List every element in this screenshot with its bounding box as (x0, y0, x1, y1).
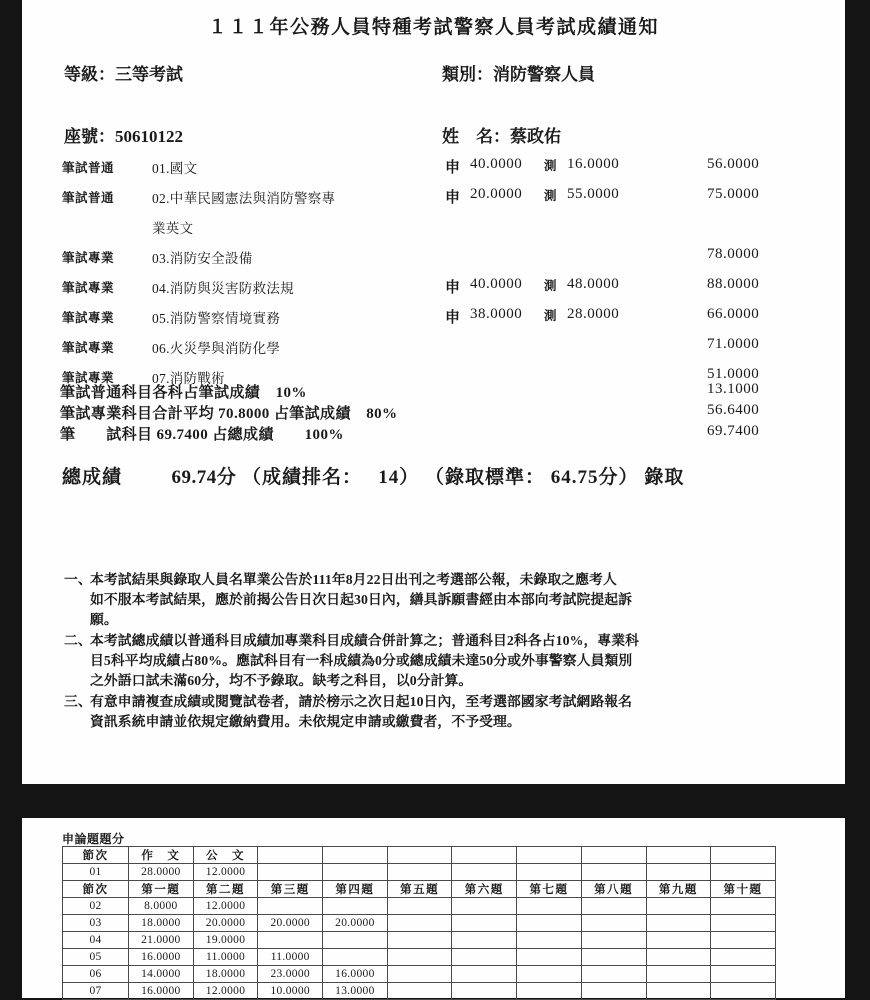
table-cell: 02 (63, 898, 129, 915)
note-item (64, 692, 809, 732)
table-cell (323, 949, 388, 966)
table-cell (387, 983, 452, 1000)
table-cell (517, 864, 582, 881)
table-header-cell (581, 847, 646, 864)
table-cell: 21.0000 (129, 932, 194, 949)
grand-total-score: 69.74分 (171, 467, 237, 488)
table-cell (517, 966, 582, 983)
table-cell: 19.0000 (193, 932, 258, 949)
category-field (442, 60, 595, 85)
table-cell: 03 (63, 915, 129, 932)
essay-mark: 申 (445, 160, 461, 176)
subject-category: 筆試專業 (62, 251, 115, 265)
notes-section (64, 570, 809, 733)
grade-field (64, 60, 183, 85)
table-cell (323, 864, 388, 881)
note-item (64, 570, 809, 630)
examinee-name-field (442, 122, 561, 147)
summary-label: 筆試普通科目各科占筆試成績 10% (60, 385, 307, 401)
note-item (64, 631, 809, 691)
table-cell: 18.0000 (193, 966, 258, 983)
table-cell: 06 (63, 966, 129, 983)
subject-total-score: 66.0000 (707, 306, 760, 322)
table-cell (646, 898, 711, 915)
table-cell: 20.0000 (258, 915, 323, 932)
table-header-cell (517, 847, 582, 864)
table-cell: 23.0000 (258, 966, 323, 983)
summary-value: 13.1000 (707, 381, 760, 397)
summary-row (22, 423, 845, 444)
summary-label: 筆 試科目 69.7400 占總成績 100% (60, 427, 344, 443)
summary-row (22, 381, 845, 402)
table-header-cell (452, 847, 517, 864)
table-header-row-2 (63, 881, 776, 898)
table-cell (581, 932, 646, 949)
table-cell: 01 (63, 864, 129, 881)
table-cell (387, 915, 452, 932)
table-cell (581, 983, 646, 1000)
essay-mark: 申 (445, 280, 461, 296)
table-cell (387, 898, 452, 915)
table-cell (258, 864, 323, 881)
table-row (63, 898, 776, 915)
note-number: 二、 (64, 633, 92, 648)
note-body (90, 692, 809, 732)
table-cell (258, 932, 323, 949)
table-cell (711, 983, 776, 1000)
subject-category: 筆試專業 (62, 371, 115, 385)
category-label: 類別： (442, 65, 493, 84)
table-cell (646, 966, 711, 983)
table-cell: 11.0000 (193, 949, 258, 966)
summary-label: 筆試專業科目合計平均 70.8000 占筆試成績 80% (60, 406, 398, 422)
question-table-body (63, 847, 776, 1000)
summary-value: 56.6400 (707, 402, 760, 418)
seat-label: 座號： (64, 127, 115, 146)
grand-total-threshold: （錄取標準： 64.75分） (425, 467, 639, 488)
table-cell (517, 932, 582, 949)
subject-row (22, 305, 845, 335)
page-1 (22, 0, 845, 784)
grand-total-line (62, 462, 684, 489)
essay-score: 40.0000 (470, 276, 523, 292)
table-row (63, 949, 776, 966)
table-cell (517, 949, 582, 966)
subject-category: 筆試專業 (62, 311, 115, 325)
subject-name: 02.中華民國憲法與消防警察專 (152, 191, 336, 206)
subject-category: 筆試普通 (62, 191, 115, 205)
table-cell (711, 966, 776, 983)
note-line: 目5科平均成績占80%。應試科目有一科成績為0分或總成績未達50分或外事警察人員類別 (90, 653, 633, 668)
table-cell: 11.0000 (258, 949, 323, 966)
subject-row (22, 185, 845, 215)
table-header-cell (646, 847, 711, 864)
table-cell: 8.0000 (129, 898, 194, 915)
table-cell (711, 864, 776, 881)
essay-score: 38.0000 (470, 306, 523, 322)
table-header-cell: 節次 (63, 847, 129, 864)
note-body (90, 631, 809, 691)
table-header-cell: 第七題 (517, 881, 582, 898)
table-cell: 05 (63, 949, 129, 966)
subject-row (22, 275, 845, 305)
table-cell: 13.0000 (323, 983, 388, 1000)
multiple-choice-mark: 測 (544, 279, 557, 293)
subject-row (22, 335, 845, 365)
grand-total-rank: （成績排名： 14） (242, 467, 420, 488)
table-cell: 10.0000 (258, 983, 323, 1000)
table-cell (452, 915, 517, 932)
table-header-cell (323, 847, 388, 864)
table-cell (711, 915, 776, 932)
table-cell (711, 949, 776, 966)
table-cell: 28.0000 (129, 864, 194, 881)
table-row (63, 966, 776, 983)
table-header-cell (711, 847, 776, 864)
subject-name: 07.消防戰術 (152, 371, 225, 386)
multiple-choice-score: 55.0000 (567, 186, 620, 202)
table-cell: 07 (63, 983, 129, 1000)
table-cell (581, 898, 646, 915)
subject-category: 筆試專業 (62, 281, 115, 295)
table-header-cell: 第九題 (646, 881, 711, 898)
table-cell: 16.0000 (129, 949, 194, 966)
table-cell (517, 983, 582, 1000)
subject-category: 筆試專業 (62, 341, 115, 355)
table-cell (646, 949, 711, 966)
subject-name: 04.消防與災害防救法規 (152, 281, 294, 296)
table-header-row-1 (63, 847, 776, 864)
table-header-cell (258, 847, 323, 864)
table-cell: 16.0000 (323, 966, 388, 983)
table-header-cell: 第十題 (711, 881, 776, 898)
note-line: 如不服本考試結果，應於前揭公告日次日起30日內，繕具訴願書經由本部向考試院提起訴 (90, 592, 633, 607)
category-value: 消防警察人員 (493, 65, 595, 84)
table-cell (646, 915, 711, 932)
subject-name: 01.國文 (152, 161, 198, 176)
question-score-table (62, 846, 776, 1000)
table-cell (387, 932, 452, 949)
summary-value: 69.7400 (707, 423, 760, 439)
table-cell (711, 932, 776, 949)
table-cell: 04 (63, 932, 129, 949)
subject-name: 06.火災學與消防化學 (152, 341, 281, 356)
subject-category: 筆試普通 (62, 161, 115, 175)
table-header-cell: 作 文 (129, 847, 194, 864)
table-header-cell: 節次 (63, 881, 129, 898)
table-cell (581, 949, 646, 966)
subject-name-continuation: 業英文 (152, 221, 194, 236)
table-cell (581, 864, 646, 881)
seat-value: 50610122 (115, 127, 183, 146)
table-cell (517, 915, 582, 932)
table-cell (581, 966, 646, 983)
note-line: 之外語口試未滿60分，均不予錄取。缺考之科目，以0分計算。 (90, 673, 473, 688)
table-header-cell: 第六題 (452, 881, 517, 898)
table-cell (452, 898, 517, 915)
table-cell (452, 864, 517, 881)
score-summary-list (22, 381, 845, 444)
seat-number-field (64, 122, 183, 147)
table-cell (646, 864, 711, 881)
table-header-cell (387, 847, 452, 864)
note-line: 本考試結果與錄取人員名單業公告於111年8月22日出刊之考選部公報，未錄取之應考人 (90, 572, 617, 587)
subject-name: 05.消防警察情境實務 (152, 311, 281, 326)
table-cell: 12.0000 (193, 983, 258, 1000)
note-number: 一、 (64, 572, 92, 587)
subject-row (22, 245, 845, 275)
table-cell (323, 898, 388, 915)
table-cell (258, 898, 323, 915)
table-cell (387, 949, 452, 966)
table-header-cell: 第八題 (581, 881, 646, 898)
multiple-choice-score: 48.0000 (567, 276, 620, 292)
subject-name-continuation-row (22, 215, 845, 245)
table-cell: 18.0000 (129, 915, 194, 932)
essay-mark: 申 (445, 190, 461, 206)
page-title: １１１年公務人員特種考試警察人員考試成績通知 (207, 17, 659, 38)
subject-total-score: 56.0000 (707, 156, 760, 172)
multiple-choice-mark: 測 (544, 189, 557, 203)
note-line: 資訊系統申請並依規定繳納費用。未依規定申請或繳費者，不予受理。 (90, 714, 521, 729)
table-cell: 14.0000 (129, 966, 194, 983)
table-row (63, 983, 776, 1000)
table-cell (517, 898, 582, 915)
table-cell (452, 932, 517, 949)
table-cell (387, 966, 452, 983)
name-label: 姓 名： (442, 127, 510, 146)
table-row (63, 864, 776, 881)
note-line: 有意申請複查成績或閱覽試卷者，請於榜示之次日起10日內，至考選部國家考試網路報名 (90, 694, 633, 709)
essay-score: 20.0000 (470, 186, 523, 202)
table-header-cell: 第五題 (387, 881, 452, 898)
multiple-choice-mark: 測 (544, 309, 557, 323)
subject-total-score: 78.0000 (707, 246, 760, 262)
multiple-choice-mark: 測 (544, 159, 557, 173)
question-table-caption: 申論題題分 (62, 832, 125, 846)
table-header-cell: 第一題 (129, 881, 194, 898)
note-line: 願。 (90, 612, 118, 627)
note-number: 三、 (64, 694, 92, 709)
table-cell: 16.0000 (129, 983, 194, 1000)
subject-total-score: 71.0000 (707, 336, 760, 352)
subject-row (22, 155, 845, 185)
subject-total-score: 51.0000 (707, 366, 760, 382)
table-cell: 20.0000 (323, 915, 388, 932)
subject-name: 03.消防安全設備 (152, 251, 253, 266)
essay-mark: 申 (445, 310, 461, 326)
subject-score-list (22, 155, 845, 395)
table-cell (387, 864, 452, 881)
grade-label: 等級： (64, 65, 115, 84)
note-line: 本考試總成績以普通科目成績加專業科目成績合併計算之；普通科目2科各占10%，專業科 (90, 633, 640, 648)
table-header-cell: 第三題 (258, 881, 323, 898)
grade-value: 三等考試 (115, 65, 183, 84)
table-cell: 20.0000 (193, 915, 258, 932)
table-cell (646, 983, 711, 1000)
table-header-cell: 第四題 (323, 881, 388, 898)
table-cell (452, 966, 517, 983)
summary-row (22, 402, 845, 423)
table-cell (646, 932, 711, 949)
note-body (90, 570, 809, 630)
table-cell (452, 949, 517, 966)
name-value: 蔡政佑 (510, 127, 561, 146)
grand-total-result: 錄取 (644, 467, 685, 488)
multiple-choice-score: 16.0000 (567, 156, 620, 172)
table-header-cell: 公 文 (193, 847, 258, 864)
table-row (63, 915, 776, 932)
subject-total-score: 88.0000 (707, 276, 760, 292)
table-cell (452, 983, 517, 1000)
grand-total-label: 總成績 (62, 467, 123, 488)
page-2 (22, 818, 845, 998)
table-header-cell: 第二題 (193, 881, 258, 898)
subject-total-score: 75.0000 (707, 186, 760, 202)
table-cell: 12.0000 (193, 864, 258, 881)
table-row (63, 932, 776, 949)
multiple-choice-score: 28.0000 (567, 306, 620, 322)
table-cell: 12.0000 (193, 898, 258, 915)
essay-score: 40.0000 (470, 156, 523, 172)
table-cell (711, 898, 776, 915)
table-cell (581, 915, 646, 932)
table-cell (323, 932, 388, 949)
